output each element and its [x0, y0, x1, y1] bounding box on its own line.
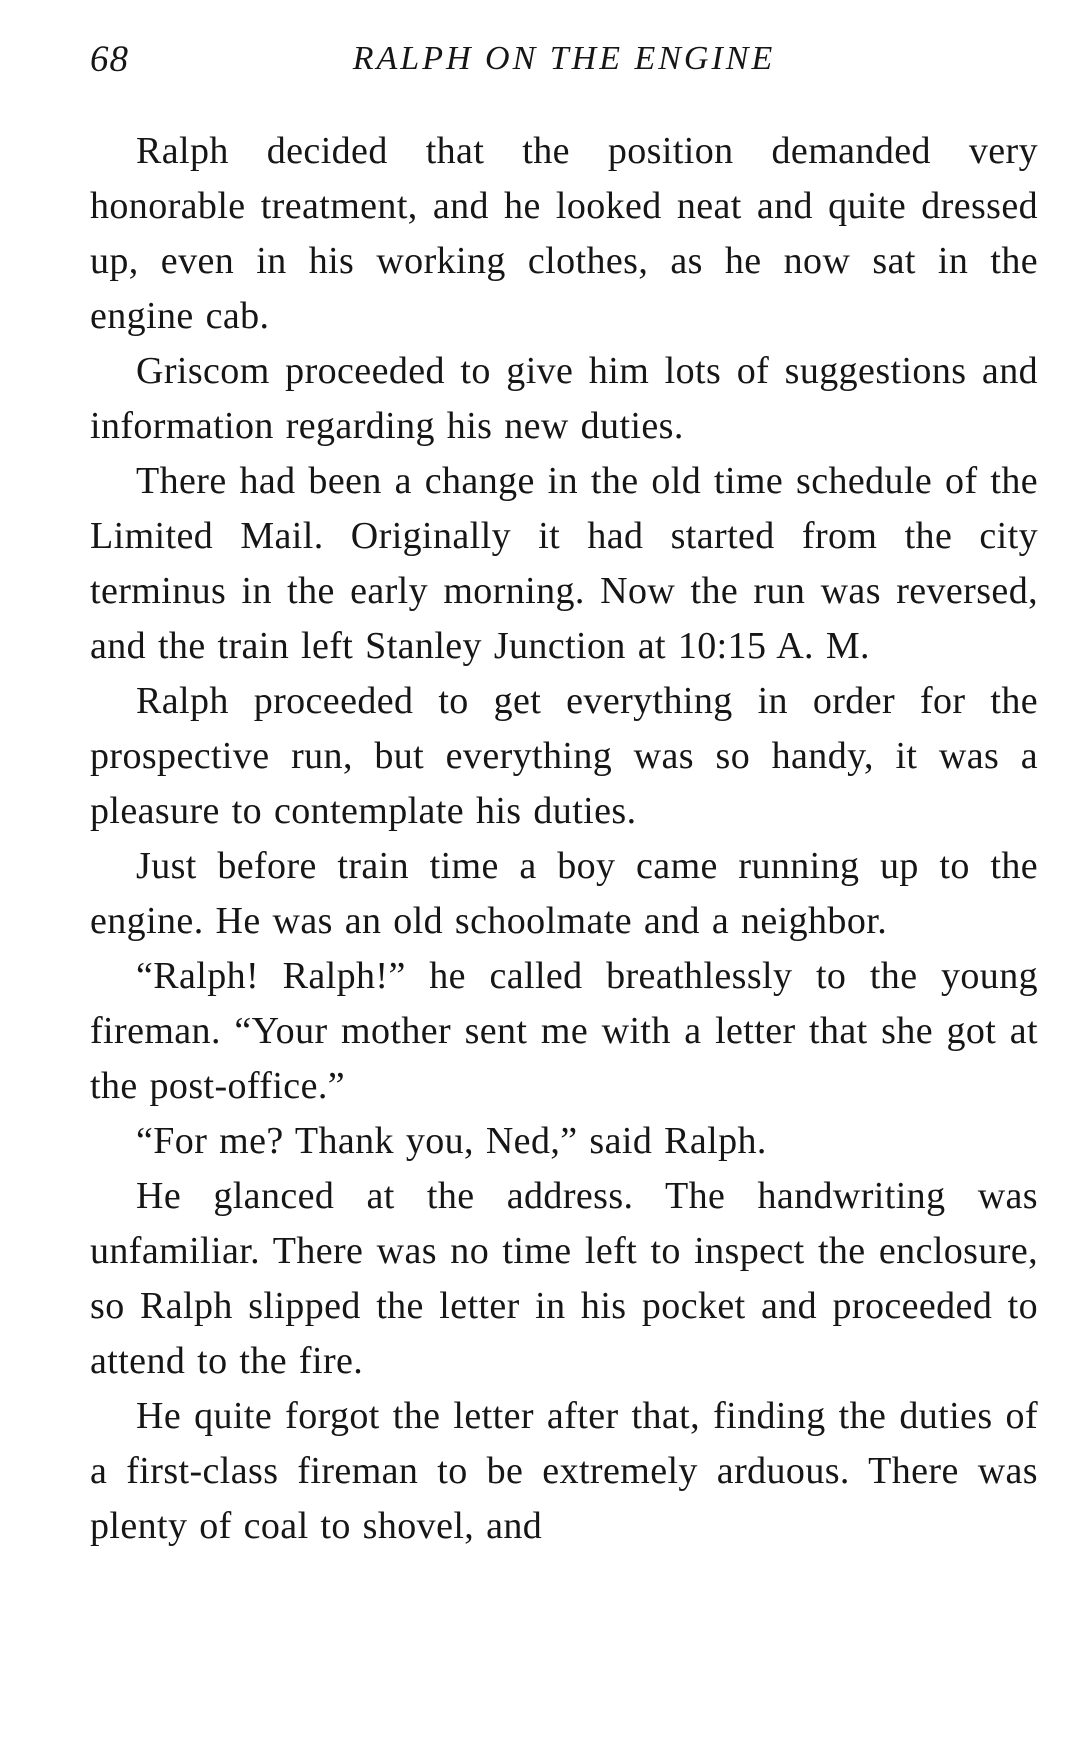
page-number: 68 — [90, 39, 129, 80]
paragraph: Ralph proceeded to get everything in order for the prospective run, but everything was so handy, it was a pleasure to contemplate his duties. — [90, 680, 1038, 832]
paragraph: Griscom proceeded to give him lots of suggestions and information regarding his new duties. — [90, 350, 1038, 447]
paragraph: Ralph decided that the position demanded very honorable treatment, and he looked neat and quite dressed up, even in his working clothes, as he now sat in the engine cab. — [90, 130, 1038, 337]
body-text — [90, 124, 1038, 1554]
paragraph: There had been a change in the old time schedule of the Limited Mail. Originally it had started from the city terminus in the early morning. Now the run was reversed, and the train left Stanley Junction at 10:15 A. M. — [90, 460, 1038, 667]
paragraph: Just before train time a boy came running up to the engine. He was an old schoolmate and a neighbor. — [90, 845, 1038, 942]
paragraph: He glanced at the address. The handwriting was unfamiliar. There was no time left to inspect the enclosure, so Ralph slipped the letter in his pocket and proceeded to attend to the fire. — [90, 1175, 1038, 1382]
paragraph: He quite forgot the letter after that, finding the duties of a first-class fireman to be extremely arduous. There was plenty of coal to shovel, and — [90, 1395, 1038, 1547]
running-title: RALPH ON THE ENGINE — [352, 40, 776, 77]
running-head — [90, 38, 1038, 88]
paragraph: “For me? Thank you, Ned,” said Ralph. — [136, 1120, 767, 1162]
paragraph: “Ralph! Ralph!” he called breathlessly to the young fireman. “Your mother sent me with a letter that she got at the post-office.” — [90, 955, 1038, 1107]
